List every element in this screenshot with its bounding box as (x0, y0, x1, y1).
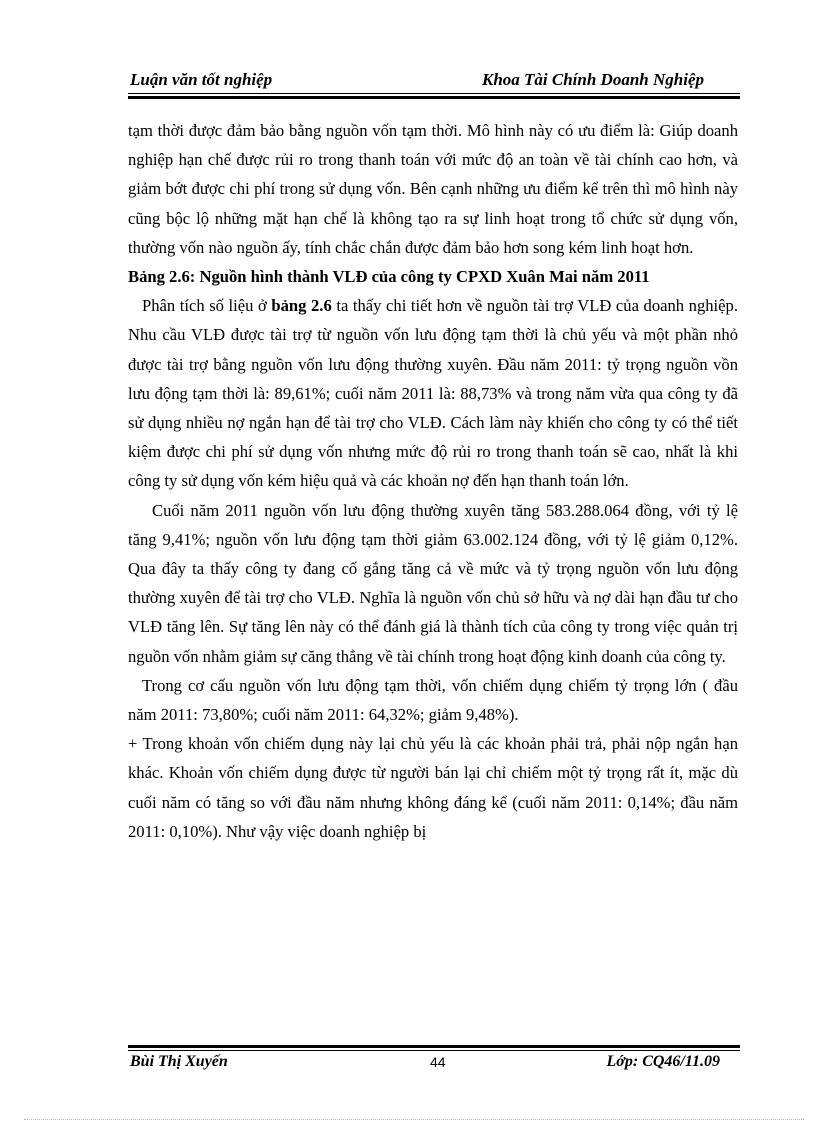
paragraph-2 (128, 291, 738, 495)
paragraph-2-lead: Phân tích số liệu ở (142, 296, 272, 316)
page-footer (128, 1053, 740, 1077)
footer-author: Bùi Thị Xuyến (130, 1053, 228, 1070)
page-body (128, 116, 738, 846)
header-faculty-label: Khoa Tài Chính Doanh Nghiệp (481, 70, 704, 89)
footer-class-label: Lớp: CQ46/11.09 (606, 1053, 720, 1070)
header-rule-thin (128, 93, 740, 94)
page-bottom-dotted-border (24, 1119, 804, 1120)
table-reference: bảng 2.6 (271, 296, 332, 316)
paragraph-2-rest: ta thấy chi tiết hơn về nguồn tài trợ VLĐ của doanh nghiệp. Nhu cầu VLĐ được tài trợ từ nguồn vốn lưu động tạm thời là chủ yếu và một phần nhỏ được tài trợ bằng nguồn vốn lưu động thường xuyên. Đầu năm 2011: tỷ trọng nguồn vồn lưu động tạm thời là: 89,61%; cuối năm 2011 là: 88,73% và trong năm vừa qua công ty đã sử dụng nhiều nợ ngắn hạn để tài trợ cho VLĐ. Cách làm này khiến cho công ty có thể tiết kiệm được chi phí sử dụng vốn nhưng mức độ rủi ro trong thanh toán sẽ cao, nhất là khi công ty sử dụng vốn kém hiệu quả và các khoản nợ đến hạn thanh toán lớn. (128, 296, 738, 491)
page-number: 44 (430, 1054, 446, 1070)
footer-rule-thin (128, 1050, 740, 1051)
footer-rule-thick (128, 1045, 740, 1048)
table-caption: Bảng 2.6: Nguồn hình thành VLĐ của công ty CPXD Xuân Mai năm 2011 (128, 267, 650, 287)
header-thesis-label: Luận văn tốt nghiệp (130, 70, 273, 89)
paragraph-1: tạm thời được đảm bảo bằng nguồn vốn tạm thời. Mô hình này có ưu điểm là: Giúp doanh nghiệp hạn chế được rủi ro trong thanh toán với mức độ an toàn về tài chính cao hơn, và giảm bớt được chi phí trong sử dụng vốn. Bên cạnh những ưu điểm kể trên thì mô hình này cũng bộc lộ những mặt hạn chế là không tạo ra sự linh hoạt trong tổ chức sử dụng vốn, thường vốn nào nguồn ấy, tính chắc chắn được đảm bảo hơn song kém linh hoạt hơn. (128, 121, 738, 257)
header-rule-thick (128, 96, 740, 99)
page-header (128, 68, 740, 92)
paragraph-3: Cuối năm 2011 nguồn vốn lưu động thường xuyên tăng 583.288.064 đồng, với tỷ lệ tăng 9,41%; nguồn vốn lưu động tạm thời giảm 63.002.124 đồng, với tỷ lệ giảm 0,12%. Qua đây ta thấy công ty đang cố gắng tăng cả về mức và tỷ trọng nguồn vốn lưu động thường xuyên để tài trợ cho VLĐ. Nghĩa là nguồn vốn chủ sở hữu và nợ dài hạn đầu tư cho VLĐ tăng lên. Sự tăng lên này có thể đánh giá là thành tích của công ty trong việc quản trị nguồn vốn nhằm giảm sự căng thẳng về tài chính trong hoạt động kinh doanh của công ty. (128, 500, 738, 666)
paragraph-4: Trong cơ cấu nguồn vốn lưu động tạm thời, vốn chiếm dụng chiếm tỷ trọng lớn ( đầu năm 2011: 73,80%; cuối năm 2011: 64,32%; giảm 9,48%). (128, 675, 738, 725)
paragraph-5: + Trong khoản vốn chiếm dụng này lại chủ yếu là các khoản phải trả, phải nộp ngắn hạn khác. Khoản vốn chiếm dụng được từ người bán lại chỉ chiếm một tỷ trọng rất ít, mặc dù cuối năm có tăng so với đầu năm nhưng không đáng kể (cuối năm 2011: 0,14%; đầu năm 2011: 0,10%). Như vậy việc doanh nghiệp bị (128, 734, 738, 841)
